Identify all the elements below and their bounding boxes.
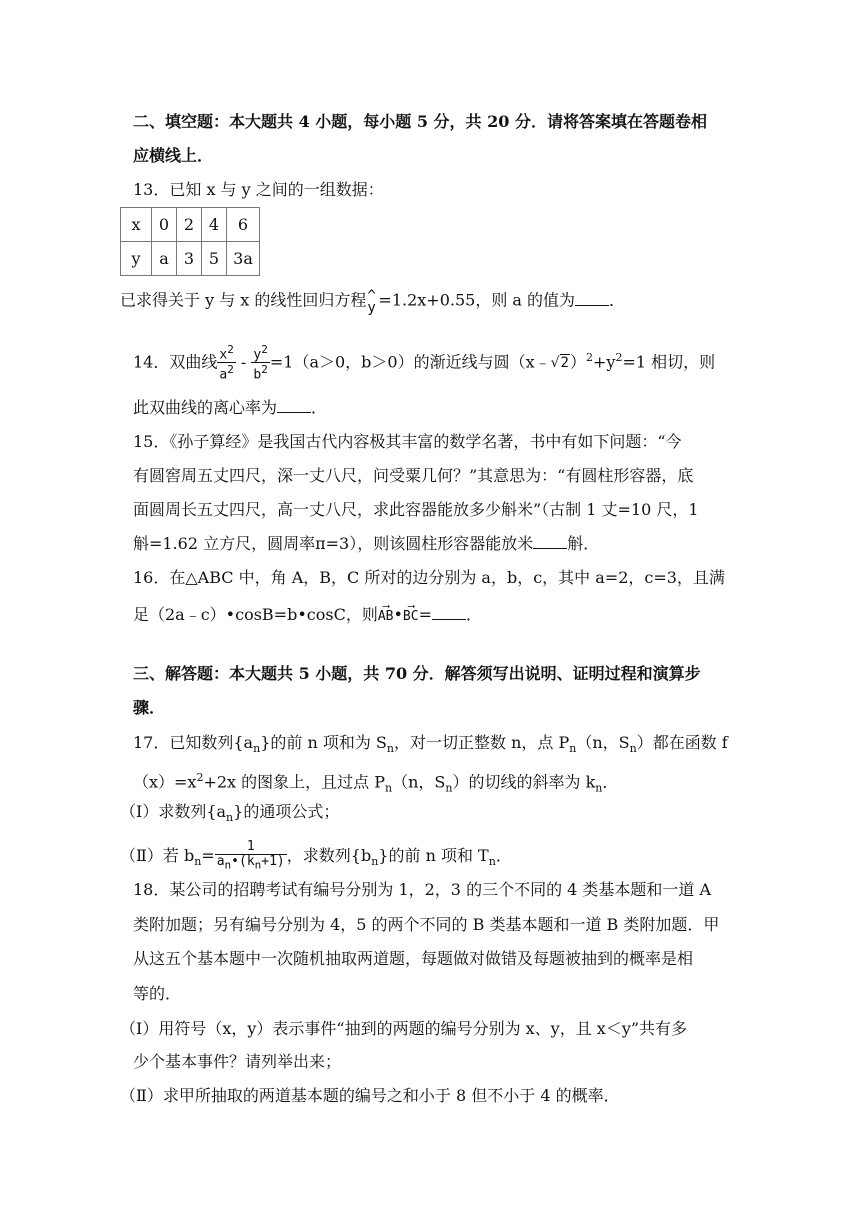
q15-line4 — [0, 533, 860, 554]
vector-label: BC — [402, 609, 419, 624]
fraction-bn — [215, 840, 287, 873]
fraction-x2-a2 — [217, 343, 235, 383]
frac-den-b: •(k — [231, 854, 255, 869]
q16-line1: 16．在△ABC 中，角 A，B，C 所对的边分别为 a，b，c，其中 a=2，c=3，且满 — [133, 568, 725, 587]
q13-intro: 13．已知 x 与 y 之间的一组数据： — [133, 180, 384, 199]
q13-text-c: ． — [609, 290, 626, 310]
q16-line2-b: = — [418, 605, 432, 624]
q17-text: ． — [495, 845, 512, 865]
superscript: 2 — [196, 771, 204, 784]
table-row-x — [121, 208, 260, 242]
hat-var: y — [367, 300, 376, 316]
frac-sup: 2 — [261, 363, 268, 377]
q15-line4-b: 斛． — [567, 534, 600, 553]
subscript: n — [569, 742, 577, 756]
table-cell: 3 — [177, 242, 202, 276]
q13-data-table — [120, 207, 260, 276]
frac-den — [217, 363, 235, 382]
q14-line2 — [0, 397, 860, 418]
frac-den-c: +1) — [261, 854, 285, 869]
q13-question — [0, 288, 860, 314]
frac-num — [251, 343, 269, 363]
table-cell: 4 — [202, 208, 227, 242]
frac-sup: 2 — [227, 363, 234, 377]
vector-label: AB — [377, 609, 394, 624]
superscript: 2 — [586, 351, 593, 364]
frac-den-a: a — [216, 854, 225, 869]
subscript: n — [595, 781, 603, 795]
subscript: n — [254, 858, 262, 872]
subscript: n — [386, 742, 394, 756]
vector-ab — [377, 601, 394, 627]
table-cell: y — [121, 242, 152, 276]
q17-part1 — [0, 802, 860, 828]
subscript: n — [371, 854, 379, 868]
section-2-heading-line1: 二、填空题：本大题共 4 小题，每小题 5 分，共 20 分．请将答案填在答题卷相 — [133, 112, 707, 131]
q18-line3: 从这五个基本题中一次随机抽取两道题，每题做对做错及每题被抽到的概率是相 — [133, 949, 694, 968]
q17-text: （x）=x — [133, 772, 197, 792]
subscript: n — [488, 854, 496, 868]
q13-text-b: =1.2x+0.55，则 a 的值为 — [378, 290, 576, 310]
q17-text: ． — [602, 772, 619, 792]
q18-part2: （Ⅱ）求甲所抽取的两道基本题的编号之和小于 8 但不小于 4 的概率． — [120, 1086, 620, 1105]
q14-text-d: +y — [593, 352, 616, 372]
q17-text: = — [201, 845, 215, 865]
table-cell: 3a — [227, 242, 260, 276]
frac-sup: 2 — [261, 343, 268, 356]
q16-line2 — [0, 601, 860, 627]
subscript: n — [445, 781, 453, 795]
q17-text: +2x 的图象上，且过点 P — [203, 772, 386, 792]
frac-sup: 2 — [227, 343, 234, 356]
q13-text-a: 已求得关于 y 与 x 的线性回归方程 — [120, 290, 367, 310]
frac-num-text: x — [219, 347, 228, 363]
q14-text-c: ） — [569, 352, 586, 372]
minus-sign: - — [235, 352, 252, 372]
q16-line2-a: 足（2a﹣c）•cosB=b•cosC，则 — [133, 605, 378, 624]
q18-part1-line1: （I）用符号（x，y）表示事件“抽到的两题的编号分别为 x、y，且 x＜y”共有多 — [120, 1019, 688, 1038]
subscript: n — [224, 858, 232, 872]
q14-line1 — [0, 343, 860, 383]
sqrt-radicand: 2 — [560, 354, 569, 371]
q15-line4-a: 斛=1.62 立方尺，圆周率π=3），则该圆柱形容器能放米 — [133, 534, 534, 553]
q15-line1: 15．《孙子算经》是我国古代内容极其丰富的数学名著，书中有如下问题：“今 — [133, 432, 682, 451]
vector-arrow: ⟶ — [383, 601, 389, 612]
frac-num: 1 — [215, 840, 287, 855]
q17-text: }的前 n 项和 T — [378, 845, 489, 865]
y-hat-symbol — [366, 288, 378, 314]
q17-line2 — [0, 768, 860, 799]
frac-num-text: y — [253, 347, 262, 363]
q17-text: （I）求数列{a — [120, 802, 227, 821]
section-3-heading-line1: 三、解答题：本大题共 5 小题，共 70 分．解答须写出说明、证明过程和演算步 — [133, 664, 701, 683]
answer-blank — [575, 290, 609, 306]
answer-blank — [432, 604, 466, 620]
q17-line1 — [0, 733, 860, 759]
hat-mark: ^ — [367, 288, 376, 304]
answer-blank — [277, 397, 311, 413]
table-cell: a — [152, 242, 177, 276]
sqrt-sign: √ — [550, 354, 560, 371]
q17-text: （n，S — [576, 733, 630, 752]
q17-text: }的前 n 项和为 S — [260, 733, 387, 752]
dot-operator: • — [393, 605, 403, 624]
q16-line2-c: ． — [465, 605, 482, 624]
q17-text: （Ⅱ）若 b — [120, 845, 195, 865]
frac-den-text: a — [219, 367, 228, 383]
subscript: n — [253, 742, 261, 756]
q14-line2-text: 此双曲线的离心率为 — [133, 398, 278, 417]
frac-den — [215, 855, 287, 873]
q18-line1: 18．某公司的招聘考试有编号分别为 1，2，3 的三个不同的 4 类基本题和一道 A — [133, 880, 712, 899]
q17-text: （n，S — [392, 772, 446, 792]
section-3-heading-line2: 骤． — [133, 698, 166, 717]
q15-line3: 面圆周长五丈四尺，高一丈八尺，求此容器能放多少斛米”（古制 1 丈=10 尺，1 — [133, 500, 699, 519]
table-cell: 2 — [177, 208, 202, 242]
table-cell: x — [121, 208, 152, 242]
subscript: n — [226, 811, 234, 825]
superscript: 2 — [615, 351, 623, 364]
vector-bc — [402, 601, 419, 627]
section-2-heading-line2: 应横线上． — [133, 146, 214, 165]
fraction-y2-b2 — [251, 343, 269, 383]
q17-part2 — [0, 840, 860, 873]
q17-text: }的通项公式； — [233, 802, 340, 821]
q15-line2: 有圆窖周五丈四尺，深一丈八尺，问受粟几何？”其意思为：“有圆柱形容器，底 — [133, 466, 694, 485]
table-row-y — [121, 242, 260, 276]
q18-line2: 类附加题；另有编号分别为 4，5 的两个不同的 B 类基本题和一道 B 类附加题．甲 — [133, 915, 720, 934]
q14-text-e: =1 相切，则 — [622, 352, 716, 372]
subscript: n — [194, 854, 202, 868]
answer-blank — [533, 533, 567, 549]
subscript: n — [385, 781, 393, 795]
q17-text: ，求数列{b — [286, 845, 372, 865]
q17-text: 17．已知数列{a — [133, 733, 254, 752]
subscript: n — [629, 742, 637, 756]
q17-text: ，对一切正整数 n，点 P — [394, 733, 570, 752]
frac-den — [251, 363, 269, 382]
frac-num — [217, 343, 235, 363]
q18-line4: 等的． — [133, 984, 182, 1003]
q17-text: ）都在函数 f — [636, 733, 728, 752]
table-cell: 5 — [202, 242, 227, 276]
table-cell: 0 — [152, 208, 177, 242]
q18-part1-line2: 少个基本事件？请列举出来； — [133, 1052, 342, 1071]
q17-text: ）的切线的斜率为 k — [452, 772, 596, 792]
sqrt-2 — [551, 353, 570, 373]
vector-arrow: ⟶ — [408, 601, 414, 612]
frac-den-text: b — [253, 367, 262, 383]
q14-line2-end: ． — [311, 398, 328, 417]
table-cell: 6 — [227, 208, 260, 242]
q14-text-a: 14．双曲线 — [133, 352, 218, 372]
q14-text-b: =1（a＞0，b＞0）的渐近线与圆（x﹣ — [269, 352, 551, 372]
